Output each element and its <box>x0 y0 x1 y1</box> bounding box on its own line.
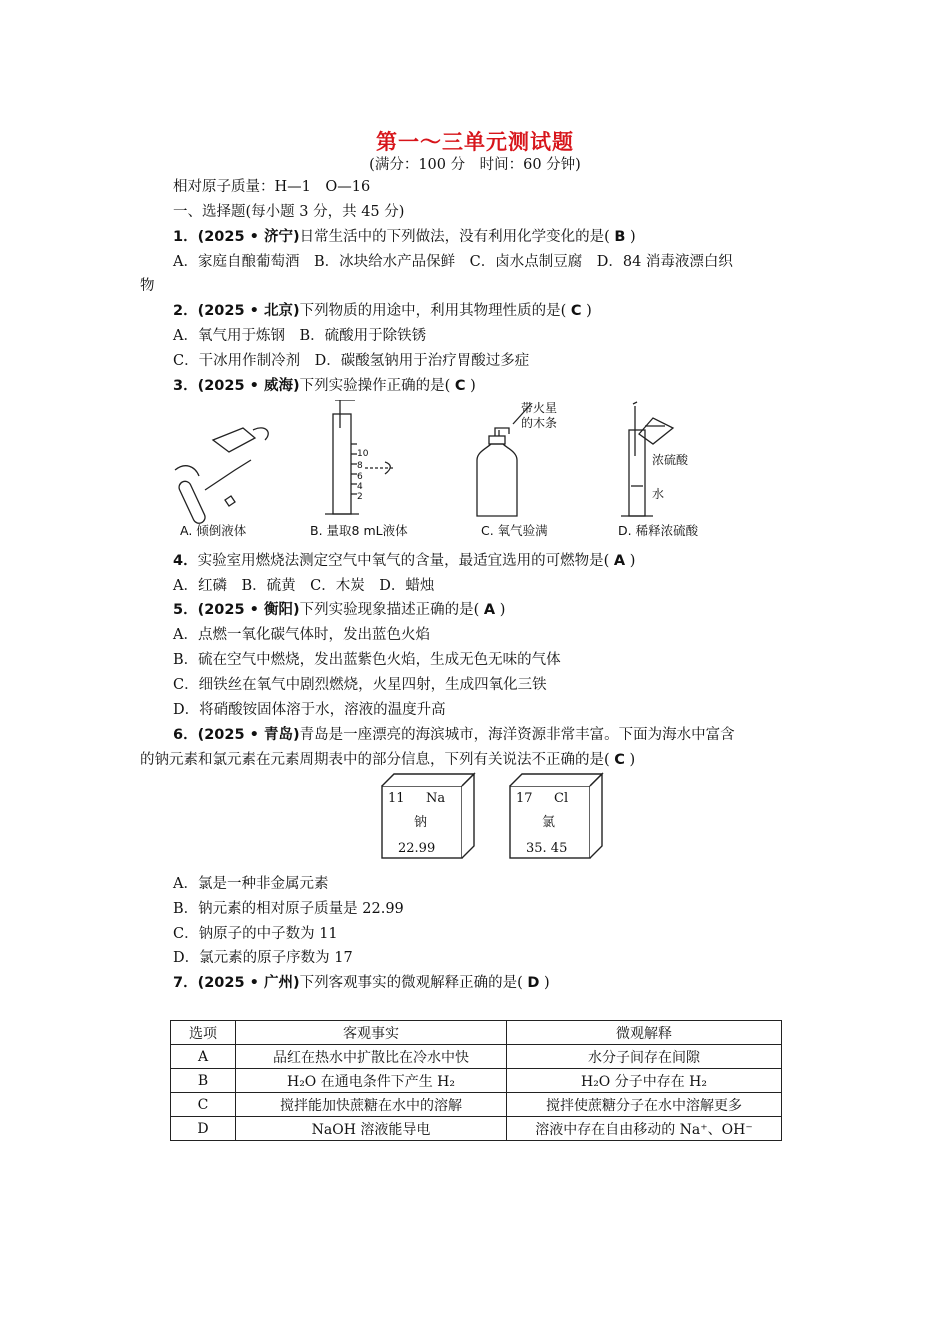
atomic-mass-note: 相对原子质量：H—1 O—16 <box>173 179 371 195</box>
tick-10: 10 <box>357 449 369 459</box>
question-6-stem <box>173 725 735 745</box>
splint-label-1: 带火星 <box>521 401 558 415</box>
page-title: 第一～三单元测试题 <box>376 130 574 154</box>
table-cell: H₂O 在通电条件下产生 H₂ <box>236 1069 507 1093</box>
figure-label-c: C. 氧气验满 <box>481 523 548 538</box>
question-5-option-c: C．细铁丝在氧气中剧烈燃烧，火星四射，生成四氧化三铁 <box>173 677 547 693</box>
question-6-option-b: B．钠元素的相对原子质量是 22.99 <box>173 901 404 917</box>
sodium-symbol: Na <box>426 791 446 806</box>
question-text: 的钠元素和氯元素在元素周期表中的部分信息，下列有关说法不正确的是( <box>140 752 610 768</box>
paren: ) <box>586 303 592 319</box>
table-cell: B <box>171 1069 236 1093</box>
figure-label-a: A. 倾倒液体 <box>180 523 247 538</box>
chlorine-symbol: Cl <box>554 791 569 806</box>
table-row <box>171 1045 782 1069</box>
water-label: 水 <box>652 487 665 501</box>
table-header-cell: 客观事实 <box>236 1021 507 1045</box>
tick-8: 8 <box>357 461 363 471</box>
table-cell: NaOH 溶液能导电 <box>236 1117 507 1141</box>
question-2-options-a: A．氧气用于炼钢 B．硫酸用于除铁锈 <box>173 328 427 344</box>
paren: ) <box>470 378 476 394</box>
question-3-stem <box>173 376 476 396</box>
question-source: (2025 • 济宁) <box>197 229 300 245</box>
question-6-option-c: C．钠原子的中子数为 11 <box>173 926 338 942</box>
question-1-options-wrap: 物 <box>140 278 155 294</box>
table-header-cell: 选项 <box>171 1021 236 1045</box>
figure-label-b: B. 量取8 mL液体 <box>310 523 408 538</box>
table-cell: A <box>171 1045 236 1069</box>
chlorine-name: 氯 <box>542 815 556 830</box>
question-text: 青岛是一座漂亮的海滨城市，海洋资源非常丰富。下面为海水中富含 <box>299 727 735 743</box>
question-number: 7． <box>173 975 198 991</box>
question-text: 日常生活中的下列做法，没有利用化学变化的是( <box>299 229 610 245</box>
table-cell: C <box>171 1093 236 1117</box>
question-text: 实验室用燃烧法测定空气中氧气的含量，最适宜选用的可燃物是( <box>197 553 610 569</box>
acid-label: 浓硫酸 <box>652 453 689 467</box>
section-heading: 一、选择题(每小题 3 分，共 45 分) <box>173 204 405 220</box>
table-cell: 搅拌使蔗糖分子在水中溶解更多 <box>507 1093 782 1117</box>
table-row <box>171 1093 782 1117</box>
sodium-name: 钠 <box>414 815 428 830</box>
question-4-stem <box>173 551 635 571</box>
answer: A <box>613 553 626 569</box>
table-cell: 搅拌能加快蔗糖在水中的溶解 <box>236 1093 507 1117</box>
paren: ) <box>630 229 636 245</box>
question-source: (2025 • 北京) <box>197 303 300 319</box>
tick-4: 4 <box>357 482 363 492</box>
paren: ) <box>629 553 636 569</box>
question-1-stem <box>173 227 636 247</box>
answer: C <box>614 752 625 768</box>
table-row <box>171 1117 782 1141</box>
question-source: (2025 • 广州) <box>197 975 300 991</box>
question-number: 2． <box>173 303 198 319</box>
question-text: 下列实验操作正确的是( <box>299 378 451 394</box>
answer: A <box>483 602 496 618</box>
answer: C <box>570 303 582 319</box>
answer: D <box>527 975 540 991</box>
figure-label-d: D. 稀释浓硫酸 <box>618 523 699 538</box>
question-6-option-a: A．氯是一种非金属元素 <box>173 876 329 892</box>
pouring-liquid-illustration <box>175 428 268 525</box>
table-cell: 水分子间存在间隙 <box>507 1045 782 1069</box>
question-7-stem <box>173 973 550 993</box>
paren: ) <box>544 975 550 991</box>
question-number: 1． <box>173 229 198 245</box>
periodic-table-tiles <box>378 772 618 862</box>
question-number: 4． <box>173 553 198 569</box>
question-5-option-b: B．硫在空气中燃烧，发出蓝紫色火焰，生成无色无味的气体 <box>173 652 561 668</box>
paren: ) <box>629 752 636 768</box>
question-6-option-d: D．氯元素的原子序数为 17 <box>173 950 353 966</box>
question-5-option-a: A．点燃一氧化碳气体时，发出蓝色火焰 <box>173 627 430 643</box>
table-cell: D <box>171 1117 236 1141</box>
question-5-option-d: D．将硝酸铵固体溶于水，溶液的温度升高 <box>173 702 446 718</box>
table-row <box>171 1069 782 1093</box>
question-source: (2025 • 青岛) <box>197 727 300 743</box>
question-source: (2025 • 衡阳) <box>197 602 300 618</box>
facts-explanation-table <box>170 1020 782 1141</box>
question-text: 下列物质的用途中，利用其物理性质的是( <box>299 303 567 319</box>
question-source: (2025 • 威海) <box>197 378 300 394</box>
question-5-stem <box>173 600 505 620</box>
question-number: 5． <box>173 602 198 618</box>
question-1-options: A．家庭自酿葡萄酒 B．冰块给水产品保鲜 C．卤水点制豆腐 D．84 消毒液漂白织 <box>173 254 733 270</box>
question-text: 下列客观事实的微观解释正确的是( <box>299 975 523 991</box>
question-6-stem-wrap <box>140 750 635 770</box>
paren: ) <box>499 602 506 618</box>
answer: B <box>614 229 626 245</box>
page-subtitle: (满分：100 分 时间：60 分钟) <box>369 157 581 173</box>
table-cell: 品红在热水中扩散比在冷水中快 <box>236 1045 507 1069</box>
sodium-atomic-number: 11 <box>388 791 405 806</box>
question-number: 3． <box>173 378 198 394</box>
question-4-options: A．红磷 B．硫黄 C．木炭 D．蜡烛 <box>173 578 435 594</box>
question-2-options-b: C．干冰用作制冷剂 D．碳酸氢钠用于治疗胃酸过多症 <box>173 353 530 369</box>
tick-2: 2 <box>357 492 363 502</box>
table-cell: H₂O 分子中存在 H₂ <box>507 1069 782 1093</box>
question-text: 下列实验现象描述正确的是( <box>299 602 480 618</box>
sodium-mass: 22.99 <box>398 841 436 856</box>
question-number: 6． <box>173 727 198 743</box>
tick-6: 6 <box>357 472 363 482</box>
splint-label-2: 的木条 <box>521 416 558 430</box>
chlorine-mass: 35. 45 <box>526 841 568 856</box>
question-2-stem <box>173 301 592 321</box>
table-header-cell: 微观解释 <box>507 1021 782 1045</box>
answer: C <box>454 378 466 394</box>
chlorine-atomic-number: 17 <box>516 791 533 806</box>
table-header-row <box>171 1021 782 1045</box>
table-cell: 溶液中存在自由移动的 Na⁺、OH⁻ <box>507 1117 782 1141</box>
